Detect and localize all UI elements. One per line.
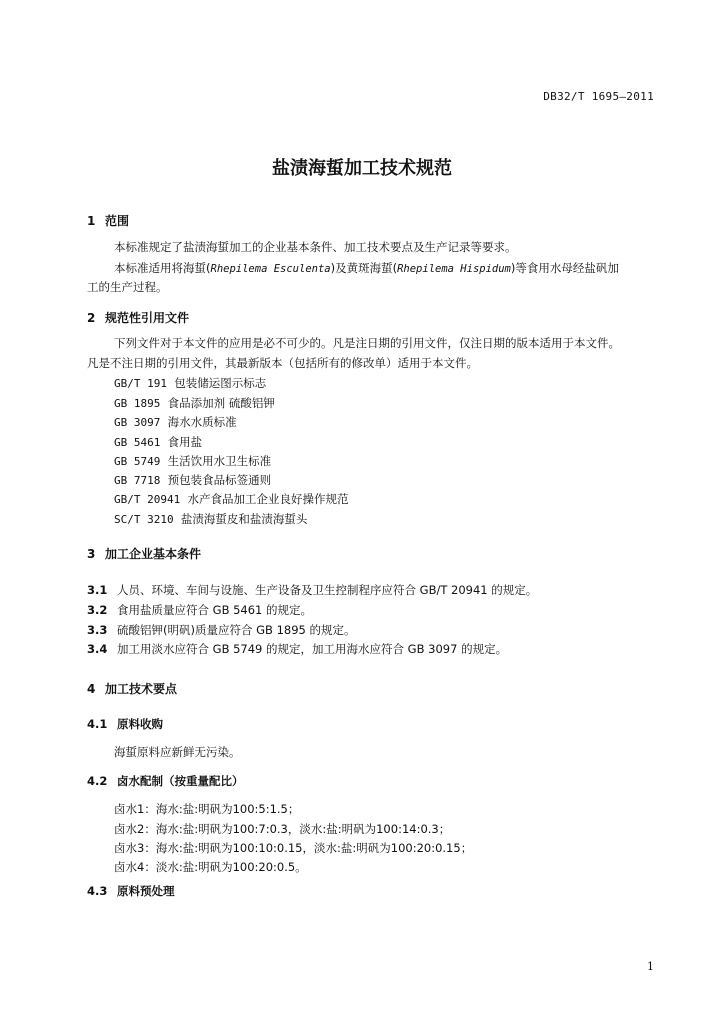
reference-item: SC/T 3210 盐渍海蜇皮和盐渍海蜇头 [114,512,308,526]
subsection-heading-brine: 4.2 卤水配制（按重量配比） [87,774,244,788]
reference-item: GB/T 191 包装储运图示标志 [114,376,267,390]
reference-item: GB 5461 食用盐 [114,435,203,449]
brine-item: 卤水1：海水:盐:明矾为100:5:1.5； [114,802,300,816]
reference-item: GB/T 20941 水产食品加工企业良好操作规范 [114,492,349,506]
reference-item: GB 1895 食品添加剂 硫酸铝钾 [114,396,275,410]
page-number: 1 [647,960,654,973]
subsection-heading-pretreatment: 4.3 原料预处理 [87,884,175,898]
raw-purchase-body: 海蜇原料应新鲜无污染。 [114,745,241,759]
scope-paragraph-2: 本标准适用将海蜇(Rhepilema Esculenta)及黄斑海蜇(Rhepilema Hispidum)等食用水母经盐矾加 [114,261,619,275]
brine-item: 卤水3：海水:盐:明矾为100:10:0.15，淡水:盐:明矾为100:20:0.15； [114,841,473,855]
condition-item: 3.4 加工用淡水应符合 GB 5749 的规定，加工用海水应符合 GB 3097 的规定。 [87,642,508,656]
condition-item: 3.2 食用盐质量应符合 GB 5461 的规定。 [87,603,313,617]
brine-item: 卤水4：淡水:盐:明矾为100:20:0.5。 [114,860,307,874]
section-heading-conditions: 3 加工企业基本条件 [87,547,202,561]
scope-paragraph-1: 本标准规定了盐渍海蜇加工的企业基本条件、加工技术要点及生产记录等要求。 [114,240,517,254]
standard-code: DB32/T 1695—2011 [543,90,654,103]
section-heading-scope: 1 范围 [87,214,130,228]
normative-paragraph-2: 凡是不注日期的引用文件，其最新版本（包括所有的修改单）适用于本文件。 [87,356,478,370]
reference-item: GB 5749 生活饮用水卫生标准 [114,454,272,468]
document-title: 盐渍海蜇加工技术规范 [272,158,452,179]
reference-item: GB 3097 海水水质标准 [114,415,237,429]
subsection-heading-raw-purchase: 4.1 原料收购 [87,717,163,731]
normative-paragraph-1: 下列文件对于本文件的应用是必不可少的。凡是注日期的引用文件，仅注日期的版本适用于本文件。 [114,336,620,350]
section-heading-normative: 2 规范性引用文件 [87,311,190,325]
condition-item: 3.3 硫酸铝钾(明矾)质量应符合 GB 1895 的规定。 [87,623,356,637]
section-heading-tech: 4 加工技术要点 [87,682,178,696]
brine-item: 卤水2：海水:盐:明矾为100:7:0.3，淡水:盐:明矾为100:14:0.3； [114,822,451,836]
reference-item: GB 7718 预包装食品标签通则 [114,473,272,487]
condition-item: 3.1 人员、环境、车间与设施、生产设备及卫生控制程序应符合 GB/T 20941 的规定。 [87,583,538,597]
scope-paragraph-2-cont: 工的生产过程。 [87,280,168,294]
